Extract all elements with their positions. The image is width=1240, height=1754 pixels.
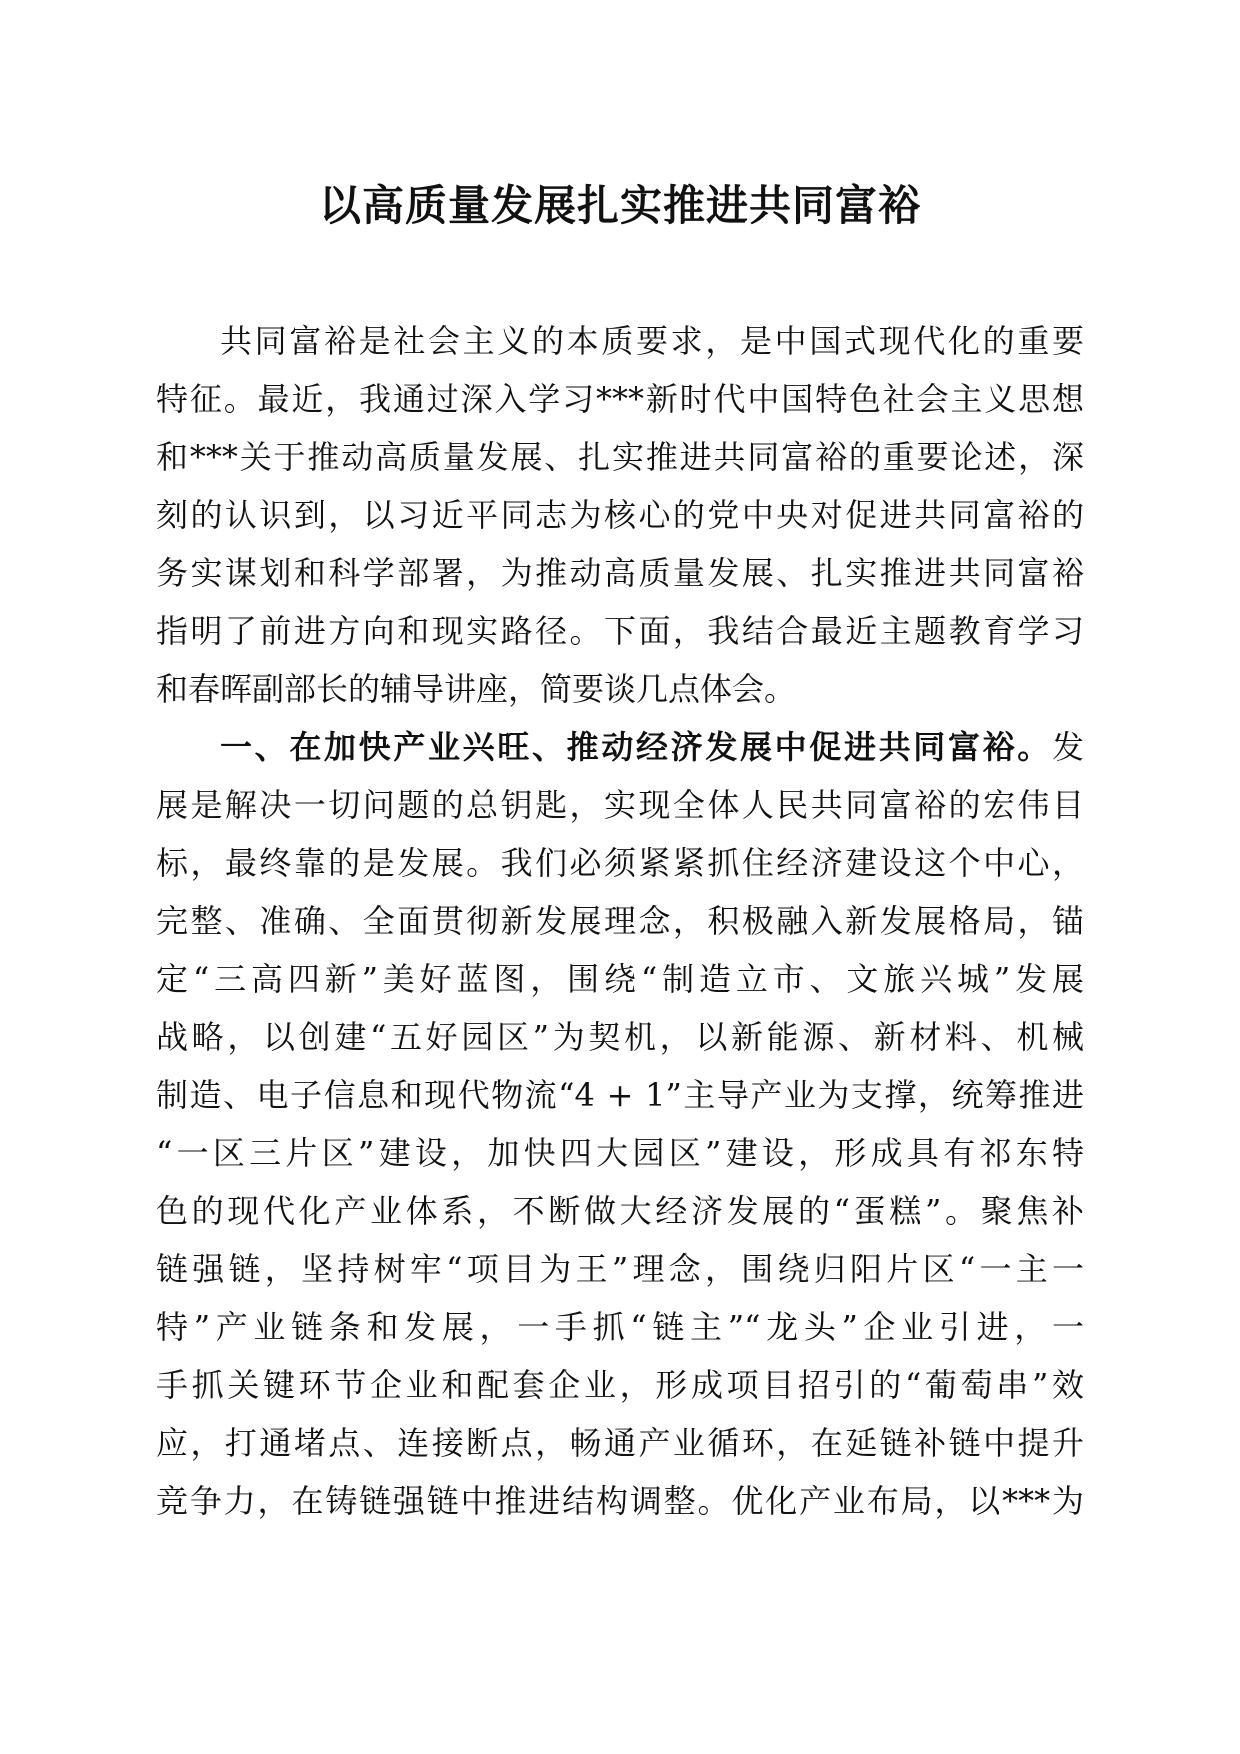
section-heading: 一、在加快产业兴旺、推动经济发展中促进共同富裕。: [220, 728, 1052, 766]
document-title: 以高质量发展扎实推进共同富裕: [318, 181, 921, 230]
paragraph-line: 制造、电子信息和现代物流“4 + 1”主导产业为支撑，统筹推进: [156, 1076, 1084, 1114]
section-heading-tail: 发: [1051, 728, 1084, 766]
paragraph-line: 手抓关键环节企业和配套企业，形成项目招引的“葡萄串”效: [156, 1366, 1084, 1404]
paragraph-line: 色的现代化产业体系，不断做大经济发展的“蛋糕”。聚焦补: [156, 1192, 1084, 1230]
paragraph-line: 刻的认识到，以习近平同志为核心的党中央对促进共同富裕的: [156, 496, 1084, 534]
paragraph-line: 展是解决一切问题的总钥匙，实现全体人民共同富裕的宏伟目: [156, 786, 1084, 824]
document-body: [156, 312, 1084, 1530]
paragraph-line: 特征。最近，我通过深入学习***新时代中国特色社会主义思想: [156, 380, 1084, 418]
paragraph-line: 定“三高四新”美好蓝图，围绕“制造立市、文旅兴城”发展: [156, 960, 1084, 998]
paragraph-line: 链强链，坚持树牢“项目为王”理念，围绕归阳片区“一主一: [156, 1250, 1084, 1288]
paragraph-line: 标，最终靠的是发展。我们必须紧紧抓住经济建设这个中心，: [156, 844, 1084, 882]
paragraph-line: 和***关于推动高质量发展、扎实推进共同富裕的重要论述，深: [156, 438, 1084, 476]
paragraph-line: 指明了前进方向和现实路径。下面，我结合最近主题教育学习: [156, 612, 1084, 650]
paragraph-line: 竞争力，在铸链强链中推进结构调整。优化产业布局，以***为: [156, 1482, 1084, 1520]
paragraph-line: 应，打通堵点、连接断点，畅通产业循环，在延链补链中提升: [156, 1424, 1084, 1462]
section-heading-line: [156, 718, 1084, 776]
paragraph-line: 和春晖副部长的辅导讲座，简要谈几点体会。: [156, 670, 797, 708]
paragraph-line: “一区三片区”建设，加快四大园区”建设，形成具有祁东特: [156, 1134, 1084, 1172]
paragraph-line: 特”产业链条和发展，一手抓“链主”“龙头”企业引进，一: [156, 1308, 1084, 1346]
paragraph-line: 务实谋划和科学部署，为推动高质量发展、扎实推进共同富裕: [156, 554, 1084, 592]
paragraph-line: 完整、准确、全面贯彻新发展理念，积极融入新发展格局，锚: [156, 902, 1084, 940]
paragraph-line: 共同富裕是社会主义的本质要求，是中国式现代化的重要: [220, 322, 1084, 360]
paragraph-line: 战略，以创建“五好园区”为契机，以新能源、新材料、机械: [156, 1018, 1084, 1056]
